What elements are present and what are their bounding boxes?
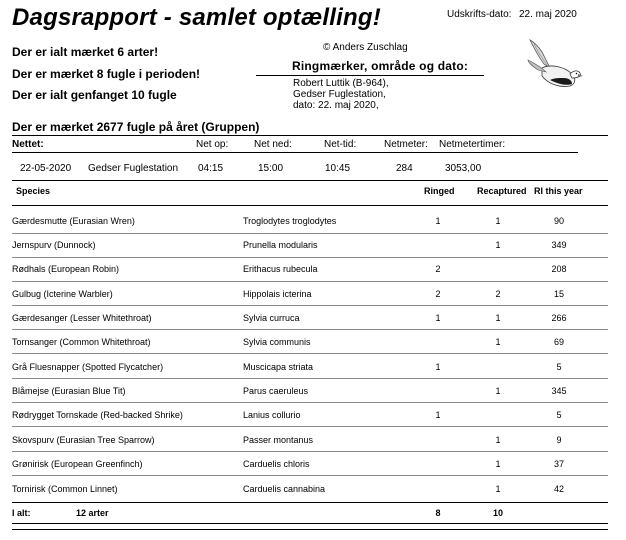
rl-this-year-count: 15 xyxy=(553,289,564,299)
rl-this-year-count: 5 xyxy=(556,410,562,420)
session-net-ned: 15:00 xyxy=(258,163,284,174)
species-name: Blåmejse (Eurasian Blue Tit) xyxy=(12,386,126,396)
rl-this-year-column-header: RI this year xyxy=(534,186,583,196)
eider-duck-icon xyxy=(520,38,584,94)
recaptured-column-header: Recaptured xyxy=(477,186,527,196)
species-latin: Sylvia communis xyxy=(243,337,311,347)
table-row xyxy=(0,209,626,233)
summary-birds-marked: Der er mærket 8 fugle i perioden! xyxy=(12,67,201,81)
session-values-rule xyxy=(12,180,608,181)
table-row xyxy=(0,329,626,353)
table-row xyxy=(0,353,626,377)
totals-double-rule xyxy=(12,529,608,530)
year-total-rule xyxy=(12,135,608,136)
species-name: Gærdesmutte (Eurasian Wren) xyxy=(12,216,135,226)
species-name: Tornsanger (Common Whitethroat) xyxy=(12,337,151,347)
net-op-label: Net op: xyxy=(196,139,229,150)
table-row xyxy=(0,233,626,257)
recaptured-count: 1 xyxy=(495,459,501,469)
species-latin: Sylvia curruca xyxy=(243,313,300,323)
table-row xyxy=(0,402,626,426)
session-date: 22-05-2020 xyxy=(20,163,72,174)
ringed-count: 1 xyxy=(435,216,441,226)
species-name: Gulbug (Icterine Warbler) xyxy=(12,289,113,299)
session-net-op: 04:15 xyxy=(198,163,224,174)
recaptured-count: 1 xyxy=(495,435,501,445)
species-latin: Hippolais icterina xyxy=(243,289,312,299)
copyright-text: © Anders Zuschlag xyxy=(323,42,408,53)
species-latin: Carduelis chloris xyxy=(243,459,310,469)
table-row xyxy=(0,281,626,305)
species-latin: Troglodytes troglodytes xyxy=(243,216,337,226)
species-latin: Erithacus rubecula xyxy=(243,264,318,274)
recaptured-count: 1 xyxy=(495,386,501,396)
session-station: Gedser Fuglestation xyxy=(88,163,179,174)
recaptured-count: 1 xyxy=(495,216,501,226)
ringer-date: dato: 22. maj 2020, xyxy=(293,100,379,111)
species-latin: Parus caeruleus xyxy=(243,386,309,396)
totals-species-count: 12 arter xyxy=(76,508,109,518)
netmetertimer-label: Netmetertimer: xyxy=(439,139,506,150)
net-ned-label: Net ned: xyxy=(254,139,292,150)
rl-this-year-count: 69 xyxy=(553,337,564,347)
rl-this-year-count: 90 xyxy=(553,216,564,226)
print-date-label: Udskrifts-dato: xyxy=(447,9,512,20)
totals-ringed: 8 xyxy=(435,508,441,518)
table-row xyxy=(0,426,626,450)
species-name: Tornirisk (Common Linnet) xyxy=(12,484,118,494)
species-name: Grå Fluesnapper (Spotted Flycatcher) xyxy=(12,362,164,372)
recaptured-count: 1 xyxy=(495,337,501,347)
rl-this-year-count: 208 xyxy=(551,264,567,274)
ringed-count: 2 xyxy=(435,264,441,274)
rl-this-year-count: 349 xyxy=(551,240,567,250)
recaptured-count: 1 xyxy=(495,484,501,494)
ringer-name: Robert Luttik (B-964), xyxy=(293,78,389,89)
species-name: Skovspurv (Eurasian Tree Sparrow) xyxy=(12,435,155,445)
rl-this-year-count: 37 xyxy=(553,459,564,469)
net-tid-label: Net-tid: xyxy=(324,139,357,150)
ringer-heading-underline xyxy=(256,75,484,76)
species-latin: Lanius collurio xyxy=(243,410,301,420)
table-row xyxy=(0,378,626,402)
table-header-rule xyxy=(12,205,608,206)
table-row xyxy=(0,475,626,499)
totals-top-rule xyxy=(12,502,608,503)
summary-species-count: Der er ialt mærket 6 arter! xyxy=(12,45,159,59)
rl-this-year-count: 5 xyxy=(556,362,562,372)
species-column-header: Species xyxy=(16,186,51,196)
summary-recaptured: Der er ialt genfanget 10 fugle xyxy=(12,88,177,102)
rl-this-year-count: 266 xyxy=(551,313,567,323)
totals-label: I alt: xyxy=(12,508,31,518)
year-total-text: Der er mærket 2677 fugle på året (Gruppen) xyxy=(12,120,260,134)
ringed-count: 1 xyxy=(435,313,441,323)
ringed-column-header: Ringed xyxy=(424,186,455,196)
recaptured-count: 1 xyxy=(495,240,501,250)
report-title: Dagsrapport - samlet optælling! xyxy=(12,4,381,31)
netmeter-label: Netmeter: xyxy=(384,139,428,150)
ringed-count: 1 xyxy=(435,362,441,372)
species-name: Grønirisk (European Greenfinch) xyxy=(12,459,143,469)
species-name: Gærdesanger (Lesser Whitethroat) xyxy=(12,313,152,323)
recaptured-count: 1 xyxy=(495,313,501,323)
print-date-value: 22. maj 2020 xyxy=(519,9,577,20)
session-netmetertimer: 3053,00 xyxy=(445,163,482,174)
session-header-rule xyxy=(12,152,578,153)
species-latin: Muscicapa striata xyxy=(243,362,314,372)
nettet-label: Nettet: xyxy=(12,139,44,150)
session-net-tid: 10:45 xyxy=(325,163,351,174)
ringed-count: 2 xyxy=(435,289,441,299)
species-name: Jernspurv (Dunnock) xyxy=(12,240,96,250)
session-netmeter: 284 xyxy=(396,163,413,174)
table-row xyxy=(0,257,626,281)
totals-bottom-rule xyxy=(12,523,608,524)
species-latin: Carduelis cannabina xyxy=(243,484,326,494)
ringer-heading: Ringmærker, område og dato: xyxy=(292,59,469,73)
totals-recaptured: 10 xyxy=(492,508,503,518)
table-row xyxy=(0,451,626,475)
species-name: Rødhals (European Robin) xyxy=(12,264,120,274)
rl-this-year-count: 42 xyxy=(553,484,564,494)
recaptured-count: 2 xyxy=(495,289,501,299)
ringer-station: Gedser Fuglestation, xyxy=(293,89,386,100)
rl-this-year-count: 9 xyxy=(556,435,562,445)
rl-this-year-count: 345 xyxy=(551,386,567,396)
ringed-count: 1 xyxy=(435,410,441,420)
species-latin: Prunella modularis xyxy=(243,240,318,250)
table-row xyxy=(0,305,626,329)
species-name: Rødrygget Tornskade (Red-backed Shrike) xyxy=(12,410,183,420)
species-latin: Passer montanus xyxy=(243,435,314,445)
